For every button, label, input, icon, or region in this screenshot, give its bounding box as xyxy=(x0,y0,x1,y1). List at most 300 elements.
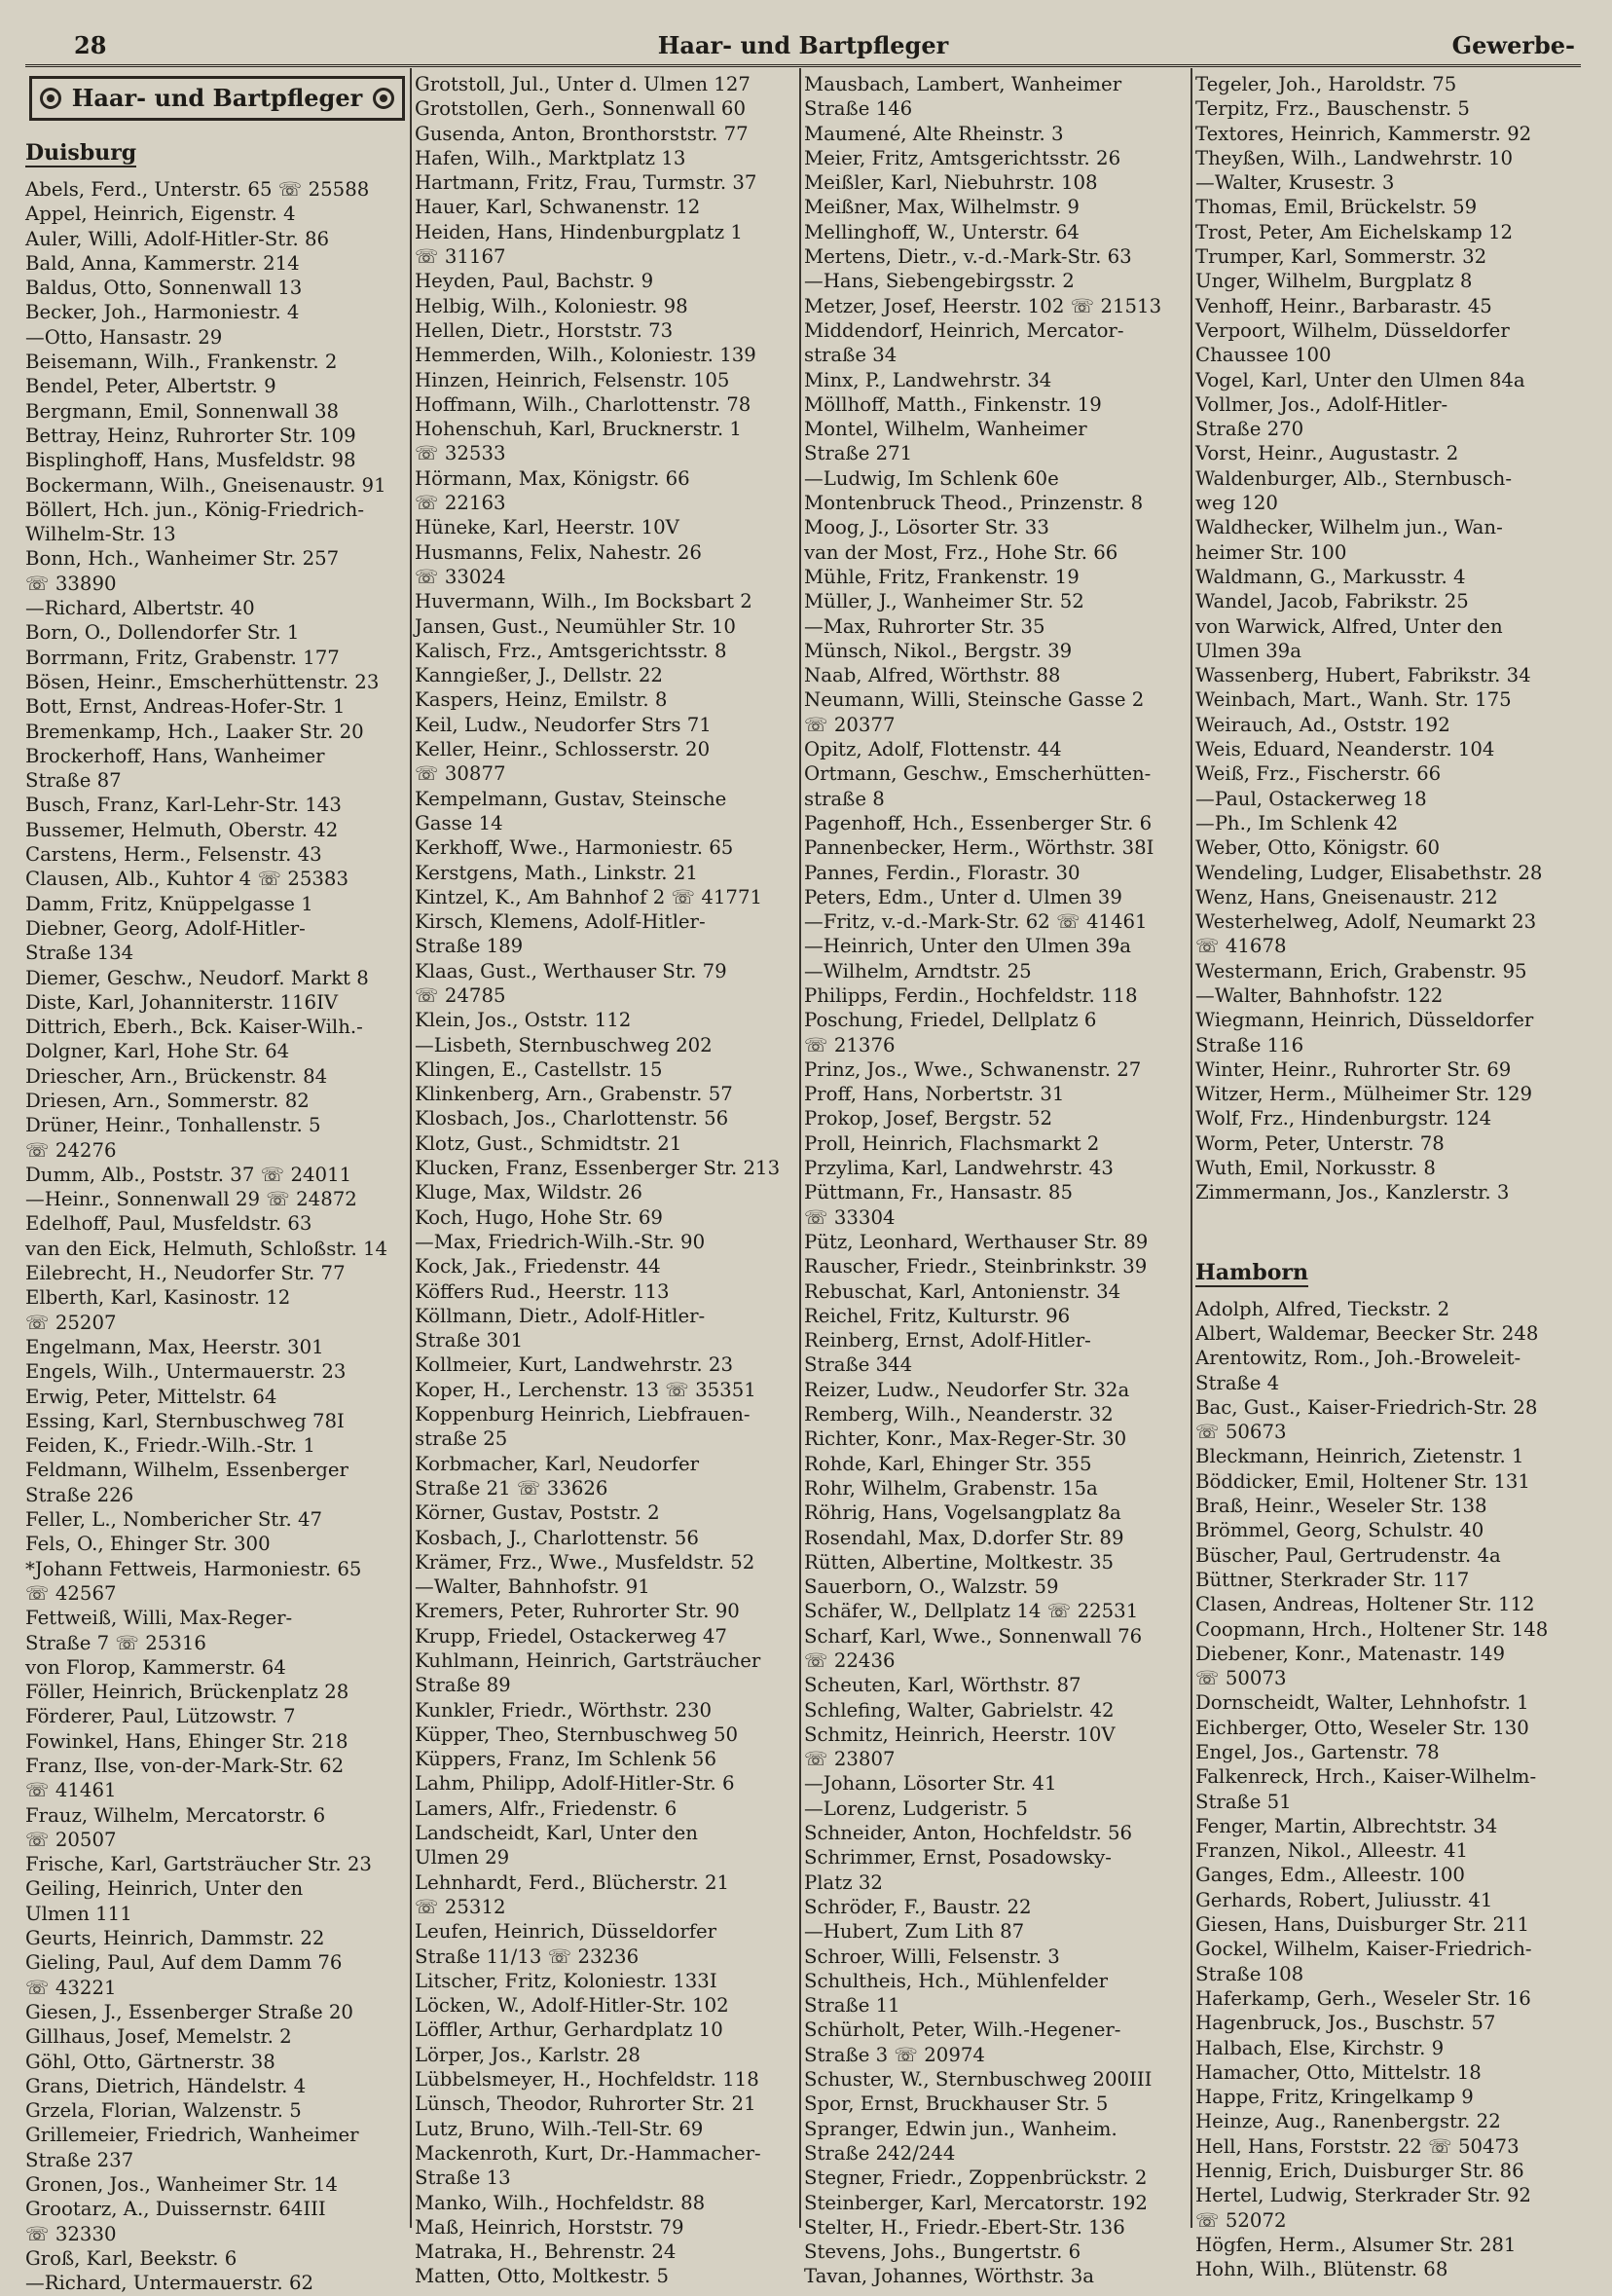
directory-entry: Lübbelsmeyer, H., Hochfeldstr. 118 xyxy=(415,2068,759,2092)
directory-entry: Straße 189 xyxy=(415,935,524,958)
column-1 xyxy=(25,72,409,2295)
directory-entry: Schrimmer, Ernst, Posadowsky- xyxy=(804,1846,1112,1870)
directory-entry: Meißner, Max, Wilhelmstr. 9 xyxy=(804,196,1080,219)
directory-entry: Reinberg, Ernst, Adolf-Hitler- xyxy=(804,1329,1091,1352)
directory-entry: Middendorf, Heinrich, Mercator- xyxy=(804,318,1124,342)
directory-entry: Westerhelweg, Adolf, Neumarkt 23 xyxy=(1195,910,1537,934)
directory-entry: Krämer, Frz., Wwe., Musfeldstr. 52 xyxy=(415,1550,755,1574)
directory-entry: Textores, Heinrich, Kammerstr. 92 xyxy=(1195,122,1532,145)
directory-entry: Straße 7 ☏ 25316 xyxy=(25,1631,206,1654)
directory-entry: Geurts, Heinrich, Dammstr. 22 xyxy=(25,1927,325,1950)
directory-entry: Trost, Peter, Am Eichelskamp 12 xyxy=(1195,220,1514,243)
directory-entry: —Max, Friedrich-Wilh.-Str. 90 xyxy=(415,1230,706,1253)
directory-entry: Elberth, Karl, Kasinostr. 12 xyxy=(25,1286,291,1310)
directory-entry: Groß, Karl, Beekstr. 6 xyxy=(25,2246,238,2270)
directory-entry: Schneider, Anton, Hochfeldstr. 56 xyxy=(804,1822,1133,1845)
directory-entry: Köffers Rud., Heerstr. 113 xyxy=(415,1279,670,1303)
directory-entry: Gronen, Jos., Wanheimer Str. 14 xyxy=(25,2173,338,2197)
directory-entry: Lörper, Jos., Karlstr. 28 xyxy=(415,2043,641,2066)
directory-entry: Steinberger, Karl, Mercatorstr. 192 xyxy=(804,2191,1148,2214)
directory-entry: Born, O., Dollendorfer Str. 1 xyxy=(25,621,300,645)
directory-entry: Carstens, Herm., Felsenstr. 43 xyxy=(25,843,322,867)
directory-entry: Straße 134 xyxy=(25,942,134,965)
directory-entry: Engel, Jos., Gartenstr. 78 xyxy=(1195,1741,1440,1763)
directory-entry: ☏ 41461 xyxy=(25,1779,117,1802)
directory-entry: Eichberger, Otto, Weseler Str. 130 xyxy=(1195,1716,1529,1739)
directory-entry: Meißler, Karl, Niebuhrstr. 108 xyxy=(804,171,1098,195)
directory-entry: Prinz, Jos., Wwe., Schwanenstr. 27 xyxy=(804,1057,1142,1081)
directory-entry: Püttmann, Fr., Hansastr. 85 xyxy=(804,1181,1073,1204)
directory-entry: Diemer, Geschw., Neudorf. Markt 8 xyxy=(25,966,369,989)
directory-entry: von Warwick, Alfred, Unter den xyxy=(1195,614,1503,638)
directory-entry: —Richard, Untermauerstr. 62 xyxy=(25,2272,314,2295)
directory-entry: Richter, Konr., Max-Reger-Str. 30 xyxy=(804,1427,1127,1451)
directory-entry: Meier, Fritz, Amtsgerichtsstr. 26 xyxy=(804,146,1121,169)
directory-entry: Koppenburg Heinrich, Liebfrauen- xyxy=(415,1403,751,1426)
directory-entry: Naab, Alfred, Wörthstr. 88 xyxy=(804,664,1061,687)
directory-entry: Grans, Dietrich, Händelstr. 4 xyxy=(25,2074,307,2097)
directory-entry: Winter, Heinr., Ruhrorter Str. 69 xyxy=(1195,1057,1512,1081)
directory-entry: Ulmen 29 xyxy=(415,1846,510,1870)
directory-entry: Proll, Heinrich, Flachsmarkt 2 xyxy=(804,1131,1100,1155)
directory-entry: Kluge, Max, Wildstr. 26 xyxy=(415,1181,642,1204)
directory-entry: Rohde, Karl, Ehinger Str. 355 xyxy=(804,1452,1092,1475)
directory-entry: Kempelmann, Gustav, Steinsche xyxy=(415,787,727,810)
directory-entry: Matten, Otto, Moltkestr. 5 xyxy=(415,2265,670,2288)
directory-entry: Bac, Gust., Kaiser-Friedrich-Str. 28 xyxy=(1195,1395,1538,1419)
directory-entry: Böddicker, Emil, Holtener Str. 131 xyxy=(1195,1469,1530,1493)
directory-entry: Kerkhoff, Wwe., Harmoniestr. 65 xyxy=(415,836,734,860)
directory-entry: Klein, Jos., Oststr. 112 xyxy=(415,1009,632,1032)
directory-entry: —Walter, Bahnhofstr. 91 xyxy=(415,1575,650,1599)
directory-entry: Krupp, Friedel, Ostackerweg 47 xyxy=(415,1624,727,1648)
directory-entry: Stegner, Friedr., Zoppenbrückstr. 2 xyxy=(804,2166,1148,2190)
directory-entry: Klingen, E., Castellstr. 15 xyxy=(415,1057,663,1081)
column-divider xyxy=(410,68,412,2228)
directory-entry: Högfen, Herm., Alsumer Str. 281 xyxy=(1195,2233,1517,2256)
directory-entry: Hüneke, Karl, Heerstr. 10V xyxy=(415,516,679,539)
page-number: 28 xyxy=(74,31,107,59)
directory-entry: Stevens, Johs., Bungertstr. 6 xyxy=(804,2240,1081,2264)
directory-entry: van den Eick, Helmuth, Schloßstr. 14 xyxy=(25,1237,388,1260)
directory-entry: Abels, Ferd., Unterstr. 65 ☏ 25588 xyxy=(25,178,370,201)
directory-entry: Förderer, Paul, Lützowstr. 7 xyxy=(25,1705,296,1728)
entry-list xyxy=(1195,1297,1579,2282)
directory-entry: Worm, Peter, Unterstr. 78 xyxy=(1195,1131,1445,1155)
directory-entry: Waldmann, G., Markusstr. 4 xyxy=(1195,565,1466,588)
directory-entry: van der Most, Frz., Hohe Str. 66 xyxy=(804,540,1118,564)
directory-entry: Hertel, Ludwig, Sterkrader Str. 92 xyxy=(1195,2184,1531,2207)
directory-entry: ☏ 20377 xyxy=(804,713,896,736)
directory-entry: Schäfer, W., Dellplatz 14 ☏ 22531 xyxy=(804,1600,1139,1623)
directory-entry: Rauscher, Friedr., Steinbrinkstr. 39 xyxy=(804,1255,1148,1278)
entry-list xyxy=(804,72,1188,2289)
directory-entry: Mausbach, Lambert, Wanheimer xyxy=(804,73,1122,95)
directory-entry: —Max, Ruhrorter Str. 35 xyxy=(804,614,1045,638)
directory-entry: Appel, Heinrich, Eigenstr. 4 xyxy=(25,203,296,226)
directory-entry: Baldus, Otto, Sonnenwall 13 xyxy=(25,277,303,300)
directory-entry: Haferkamp, Gerh., Weseler Str. 16 xyxy=(1195,1986,1531,2010)
directory-entry: Borrmann, Fritz, Grabenstr. 177 xyxy=(25,646,340,669)
directory-entry: Dittrich, Eberh., Bck. Kaiser-Wilh.- xyxy=(25,1016,363,1039)
directory-entry: —Walter, Bahnhofstr. 122 xyxy=(1195,983,1444,1007)
directory-entry: straße 25 xyxy=(415,1427,508,1451)
directory-entry: Stelter, H., Friedr.-Ebert-Str. 136 xyxy=(804,2215,1125,2239)
directory-entry: Straße 242/244 xyxy=(804,2141,956,2165)
directory-entry: ☏ 30877 xyxy=(415,762,506,786)
directory-entry: Ulmen 111 xyxy=(25,1902,132,1925)
directory-entry: ☏ 33304 xyxy=(804,1205,896,1229)
directory-entry: Tavan, Johannes, Wörthstr. 3a xyxy=(804,2265,1094,2288)
directory-entry: Röhrig, Hans, Vogelsangplatz 8a xyxy=(804,1501,1121,1525)
directory-entry: Reizer, Ludw., Neudorfer Str. 32a xyxy=(804,1378,1130,1401)
directory-entry: Litscher, Fritz, Koloniestr. 133I xyxy=(415,1969,717,1992)
directory-entry: Tegeler, Joh., Haroldstr. 75 xyxy=(1195,73,1457,95)
directory-entry: Köllmann, Dietr., Adolf-Hitler- xyxy=(415,1304,706,1327)
directory-entry: Metzer, Josef, Heerstr. 102 ☏ 21513 xyxy=(804,294,1162,317)
directory-entry: Becker, Joh., Harmoniestr. 4 xyxy=(25,301,300,324)
directory-entry: Bleckmann, Heinrich, Zietenstr. 1 xyxy=(1195,1445,1524,1468)
directory-entry: Straße 146 xyxy=(804,97,913,121)
directory-entry: Geiling, Heinrich, Unter den xyxy=(25,1877,304,1901)
directory-entry: Straße 13 xyxy=(415,2166,511,2190)
directory-entry: Diste, Karl, Johanniterstr. 116IV xyxy=(25,990,339,1014)
directory-entry: ☏ 25312 xyxy=(415,1895,506,1918)
column-divider xyxy=(1191,68,1192,2228)
directory-entry: Matraka, H., Behrenstr. 24 xyxy=(415,2240,677,2264)
directory-entry: Dumm, Alb., Poststr. 37 ☏ 24011 xyxy=(25,1163,352,1186)
directory-entry: ☏ 33024 xyxy=(415,565,506,588)
directory-entry: Büttner, Sterkrader Str. 117 xyxy=(1195,1568,1470,1591)
directory-entry: Gerhards, Robert, Juliusstr. 41 xyxy=(1195,1888,1493,1911)
directory-entry: Gusenda, Anton, Bronthorststr. 77 xyxy=(415,122,749,145)
directory-entry: Hellen, Dietr., Horststr. 73 xyxy=(415,318,674,342)
directory-entry: Gieling, Paul, Auf dem Damm 76 xyxy=(25,1951,343,1975)
directory-entry: ☏ 32330 xyxy=(25,2222,117,2245)
directory-entry: Frauz, Wilhelm, Mercatorstr. 6 xyxy=(25,1803,326,1827)
directory-entry: Wassenberg, Hubert, Fabrikstr. 34 xyxy=(1195,664,1531,687)
directory-entry: Wenz, Hans, Gneisenaustr. 212 xyxy=(1195,885,1498,908)
directory-entry: Lamers, Alfr., Friedenstr. 6 xyxy=(415,1796,678,1820)
directory-entry: Feldmann, Wilhelm, Essenberger xyxy=(25,1459,348,1482)
directory-entry: Straße 270 xyxy=(1195,418,1304,441)
directory-entry: ☏ 32533 xyxy=(415,442,506,465)
directory-entry: Busch, Franz, Karl-Lehr-Str. 143 xyxy=(25,794,342,817)
directory-entry: Philipps, Ferdin., Hochfeldstr. 118 xyxy=(804,983,1138,1007)
directory-entry: Hartmann, Fritz, Frau, Turmstr. 37 xyxy=(415,171,757,195)
directory-entry: ☏ 21376 xyxy=(804,1033,896,1056)
directory-entry: Gockel, Wilhelm, Kaiser-Friedrich- xyxy=(1195,1938,1532,1961)
directory-entry: ☏ 20507 xyxy=(25,1828,117,1851)
page-title: Haar- und Bartpfleger xyxy=(657,31,949,59)
directory-entry: Driescher, Arn., Brückenstr. 84 xyxy=(25,1064,328,1088)
directory-entry: Waldenburger, Alb., Sternbusch- xyxy=(1195,466,1512,490)
directory-entry: Waldhecker, Wilhelm jun., Wan- xyxy=(1195,516,1503,539)
directory-entry: Diebener, Konr., Matenastr. 149 xyxy=(1195,1642,1506,1665)
directory-entry: Körner, Gustav, Poststr. 2 xyxy=(415,1501,660,1525)
directory-entry: Hennig, Erich, Duisburger Str. 86 xyxy=(1195,2160,1524,2183)
directory-entry: Bisplinghoff, Hans, Musfeldstr. 98 xyxy=(25,449,356,472)
directory-entry: Hohn, Wilh., Blütenstr. 68 xyxy=(1195,2258,1448,2281)
directory-entry: Kremers, Peter, Ruhrorter Str. 90 xyxy=(415,1600,740,1623)
directory-entry: Kunkler, Friedr., Wörthstr. 230 xyxy=(415,1698,713,1722)
directory-entry: Landscheidt, Karl, Unter den xyxy=(415,1822,698,1845)
directory-entry: Hinzen, Heinrich, Felsenstr. 105 xyxy=(415,368,730,391)
directory-entry: Happe, Fritz, Kringelkamp 9 xyxy=(1195,2086,1474,2109)
directory-entry: Westermann, Erich, Grabenstr. 95 xyxy=(1195,959,1527,982)
directory-entry: Beisemann, Wilh., Frankenstr. 2 xyxy=(25,351,338,374)
directory-entry: Bergmann, Emil, Sonnenwall 38 xyxy=(25,399,340,423)
directory-entry: Edelhoff, Paul, Musfeldstr. 63 xyxy=(25,1212,312,1236)
directory-entry: Koch, Hugo, Hohe Str. 69 xyxy=(415,1205,663,1229)
directory-entry: Sauerborn, O., Walzstr. 59 xyxy=(804,1575,1059,1599)
entry-list xyxy=(415,72,798,2289)
directory-entry: Unger, Wilhelm, Burgplatz 8 xyxy=(1195,270,1473,293)
directory-entry: —Hubert, Zum Lith 87 xyxy=(804,1920,1025,1944)
directory-entry: Proff, Hans, Norbertstr. 31 xyxy=(804,1083,1065,1106)
directory-entry: Vorst, Heinr., Augustastr. 2 xyxy=(1195,442,1459,465)
directory-entry: Moog, J., Lösorter Str. 33 xyxy=(804,516,1049,539)
directory-entry: Hohenschuh, Karl, Brucknerstr. 1 xyxy=(415,418,742,441)
column-3 xyxy=(804,72,1188,2288)
directory-entry: Trumper, Karl, Sommerstr. 32 xyxy=(1195,245,1487,269)
directory-entry: Montenbruck Theod., Prinzenstr. 8 xyxy=(804,492,1144,515)
directory-entry: Kalisch, Frz., Amtsgerichtsstr. 8 xyxy=(415,639,727,662)
directory-entry: Föller, Heinrich, Brückenplatz 28 xyxy=(25,1681,349,1704)
directory-entry: —Fritz, v.-d.-Mark-Str. 62 ☏ 41461 xyxy=(804,910,1148,934)
directory-entry: Grotstoll, Jul., Unter d. Ulmen 127 xyxy=(415,73,751,95)
directory-entry: Schürholt, Peter, Wilh.-Hegener- xyxy=(804,2018,1121,2042)
directory-entry: Bott, Ernst, Andreas-Hofer-Str. 1 xyxy=(25,695,346,719)
directory-entry: Theyßen, Wilh., Landwehrstr. 10 xyxy=(1195,146,1514,169)
directory-entry: ☏ 42567 xyxy=(25,1581,117,1605)
directory-entry: —Lisbeth, Sternbuschweg 202 xyxy=(415,1033,713,1056)
directory-entry: Weinbach, Mart., Wanh. Str. 175 xyxy=(1195,688,1512,712)
directory-entry: Brockerhoff, Hans, Wanheimer xyxy=(25,744,325,767)
column-divider xyxy=(799,68,801,2228)
directory-entry: Scharf, Karl, Wwe., Sonnenwall 76 xyxy=(804,1624,1143,1648)
directory-entry: Lehnhardt, Ferd., Blücherstr. 21 xyxy=(415,1870,730,1894)
directory-entry: Rütten, Albertine, Moltkestr. 35 xyxy=(804,1550,1115,1574)
directory-entry: Korbmacher, Karl, Neudorfer xyxy=(415,1452,700,1475)
directory-entry: ☏ 33890 xyxy=(25,572,117,595)
directory-entry: Neumann, Willi, Steinsche Gasse 2 xyxy=(804,688,1145,712)
directory-entry: —Paul, Ostackerweg 18 xyxy=(1195,787,1427,810)
directory-entry: Verpoort, Wilhelm, Düsseldorfer xyxy=(1195,318,1510,342)
directory-entry: Prokop, Josef, Bergstr. 52 xyxy=(804,1107,1052,1130)
directory-entry: Mertens, Dietr., v.-d.-Mark-Str. 63 xyxy=(804,245,1132,269)
directory-entry: Pannes, Ferdin., Florastr. 30 xyxy=(804,861,1081,884)
directory-entry: ☏ 22163 xyxy=(415,492,506,515)
directory-entry: Hamacher, Otto, Mittelstr. 18 xyxy=(1195,2060,1482,2084)
directory-entry: Wuth, Emil, Norkusstr. 8 xyxy=(1195,1157,1436,1180)
directory-entry: *Johann Fettweis, Harmoniestr. 65 xyxy=(25,1557,362,1580)
directory-entry: Thomas, Emil, Brückelstr. 59 xyxy=(1195,196,1478,219)
page-category: Gewerbe- xyxy=(1451,31,1575,59)
directory-entry: Küppers, Franz, Im Schlenk 56 xyxy=(415,1748,716,1771)
directory-entry: Feiden, K., Friedr.-Wilh.-Str. 1 xyxy=(25,1434,315,1458)
directory-entry: Heinze, Aug., Ranenbergstr. 22 xyxy=(1195,2110,1501,2133)
directory-entry: Lünsch, Theodor, Ruhrorter Str. 21 xyxy=(415,2092,756,2116)
directory-entry: Brömmel, Georg, Schulstr. 40 xyxy=(1195,1519,1484,1542)
directory-entry: Przylima, Karl, Landwehrstr. 43 xyxy=(804,1157,1114,1180)
directory-entry: —Hans, Siebengebirgsstr. 2 xyxy=(804,270,1075,293)
directory-entry: Straße 108 xyxy=(1195,1962,1304,1985)
directory-entry: Auler, Willi, Adolf-Hitler-Str. 86 xyxy=(25,227,330,250)
directory-entry: Keller, Heinr., Schlosserstr. 20 xyxy=(415,738,711,761)
directory-entry: Wilhelm-Str. 13 xyxy=(25,523,176,546)
directory-entry: Vollmer, Jos., Adolf-Hitler- xyxy=(1195,392,1448,416)
directory-entry: Hauer, Karl, Schwanenstr. 12 xyxy=(415,196,701,219)
directory-entry: Gasse 14 xyxy=(415,811,503,834)
directory-entry: Diebner, Georg, Adolf-Hitler- xyxy=(25,916,306,940)
directory-entry: Platz 32 xyxy=(804,1870,883,1894)
directory-entry: Hoffmann, Wilh., Charlottenstr. 78 xyxy=(415,392,751,416)
directory-entry: Franzen, Nikol., Alleestr. 41 xyxy=(1195,1839,1469,1863)
directory-entry: Bettray, Heinz, Ruhrorter Str. 109 xyxy=(25,424,356,447)
directory-entry: Fettweiß, Willi, Max-Reger- xyxy=(25,1607,293,1630)
directory-entry: Straße 271 xyxy=(804,442,913,465)
directory-entry: Grillemeier, Friedrich, Wanheimer xyxy=(25,2124,359,2147)
directory-entry: —Lorenz, Ludgeristr. 5 xyxy=(804,1796,1028,1820)
directory-entry: Montel, Wilhelm, Wanheimer xyxy=(804,418,1087,441)
directory-entry: Kollmeier, Kurt, Landwehrstr. 23 xyxy=(415,1353,733,1377)
directory-entry: Weiß, Frz., Fischerstr. 66 xyxy=(1195,762,1442,786)
directory-entry: Heyden, Paul, Bachstr. 9 xyxy=(415,270,654,293)
directory-entry: Fowinkel, Hans, Ehinger Str. 218 xyxy=(25,1729,348,1753)
city-heading-hamborn: Hamborn xyxy=(1195,1259,1308,1285)
directory-entry: Drüner, Heinr., Tonhallenstr. 5 xyxy=(25,1114,321,1137)
directory-entry: ☏ 50673 xyxy=(1195,1421,1287,1444)
directory-entry: Bremenkamp, Hch., Laaker Str. 20 xyxy=(25,720,364,743)
directory-entry: —Heinr., Sonnenwall 29 ☏ 24872 xyxy=(25,1188,357,1211)
directory-entry: Weber, Otto, Königstr. 60 xyxy=(1195,836,1441,860)
directory-entry: Manko, Wilh., Hochfeldstr. 88 xyxy=(415,2191,706,2214)
directory-entry: Ulmen 39a xyxy=(1195,639,1301,662)
directory-entry: Lutz, Bruno, Wilh.-Tell-Str. 69 xyxy=(415,2117,704,2140)
directory-entry: straße 8 xyxy=(804,787,885,810)
directory-entry: Hagenbruck, Jos., Buschstr. 57 xyxy=(1195,2012,1496,2035)
directory-entry: Löcken, W., Adolf-Hitler-Str. 102 xyxy=(415,1994,729,2018)
directory-entry: Bendel, Peter, Albertstr. 9 xyxy=(25,375,276,398)
directory-entry: Klucken, Franz, Essenberger Str. 213 xyxy=(415,1157,781,1180)
directory-entry: Grzela, Florian, Walzenstr. 5 xyxy=(25,2099,302,2123)
directory-entry: Straße 344 xyxy=(804,1353,913,1377)
directory-entry: Giesen, J., Essenberger Straße 20 xyxy=(25,2000,353,2023)
city-heading-duisburg: Duisburg xyxy=(25,140,137,166)
directory-entry: Frische, Karl, Gartsträucher Str. 23 xyxy=(25,1853,372,1876)
directory-entry: Kaspers, Heinz, Emilstr. 8 xyxy=(415,688,668,712)
directory-entry: Engels, Wilh., Untermauerstr. 23 xyxy=(25,1360,347,1384)
directory-entry: Straße 87 xyxy=(25,769,122,793)
directory-entry: Dornscheidt, Walter, Lehnhofstr. 1 xyxy=(1195,1691,1529,1715)
directory-entry: Münsch, Nikol., Bergstr. 39 xyxy=(804,639,1073,662)
directory-entry: Mühle, Fritz, Frankenstr. 19 xyxy=(804,565,1080,588)
bullet-icon xyxy=(40,88,61,109)
directory-entry: Albert, Waldemar, Beecker Str. 248 xyxy=(1195,1321,1539,1345)
directory-entry: Ganges, Edm., Alleestr. 100 xyxy=(1195,1864,1465,1887)
directory-entry: ☏ 22436 xyxy=(804,1649,896,1672)
directory-entry: Fenger, Martin, Albrechtstr. 34 xyxy=(1195,1814,1498,1837)
directory-entry: Klosbach, Jos., Charlottenstr. 56 xyxy=(415,1107,729,1130)
directory-entry: Rohr, Wilhelm, Grabenstr. 15a xyxy=(804,1476,1098,1500)
directory-entry: Erwig, Peter, Mittelstr. 64 xyxy=(25,1385,277,1408)
directory-entry: Mackenroth, Kurt, Dr.-Hammacher- xyxy=(415,2141,761,2165)
directory-entry: Maumené, Alte Rheinstr. 3 xyxy=(804,122,1064,145)
directory-entry: Bussemer, Helmuth, Oberstr. 42 xyxy=(25,818,339,841)
directory-entry: Straße 51 xyxy=(1195,1790,1292,1813)
directory-entry: Hell, Hans, Forststr. 22 ☏ 50473 xyxy=(1195,2134,1520,2158)
directory-entry: Schröder, F., Baustr. 22 xyxy=(804,1895,1032,1918)
bullet-icon xyxy=(373,88,394,109)
directory-entry: Wendeling, Ludger, Elisabethstr. 28 xyxy=(1195,861,1543,884)
directory-entry: Rebuschat, Karl, Antonienstr. 34 xyxy=(804,1279,1121,1303)
directory-entry: Weis, Eduard, Neanderstr. 104 xyxy=(1195,738,1495,761)
directory-entry: Kanngießer, J., Dellstr. 22 xyxy=(415,664,663,687)
directory-entry: Straße 21 ☏ 33626 xyxy=(415,1476,608,1500)
directory-entry: ☏ 24785 xyxy=(415,983,506,1007)
directory-entry: Giesen, Hans, Duisburger Str. 211 xyxy=(1195,1913,1530,1937)
directory-entry: ☏ 41678 xyxy=(1195,935,1287,958)
directory-entry: —Wilhelm, Arndtstr. 25 xyxy=(804,959,1032,982)
directory-entry: Schmitz, Heinrich, Heerstr. 10V xyxy=(804,1722,1116,1746)
directory-entry: Reichel, Fritz, Kulturstr. 96 xyxy=(804,1304,1071,1327)
directory-entry: Ortmann, Geschw., Emscherhütten- xyxy=(804,762,1152,786)
directory-entry: —Heinrich, Unter den Ulmen 39a xyxy=(804,935,1132,958)
section-title: Haar- und Bartpfleger xyxy=(71,84,363,112)
directory-entry: Straße 116 xyxy=(1195,1033,1304,1056)
directory-entry: Mellinghoff, W., Unterstr. 64 xyxy=(804,220,1080,243)
directory-entry: Clasen, Andreas, Holtener Str. 112 xyxy=(1195,1593,1535,1616)
directory-entry: Spor, Ernst, Bruckhauser Str. 5 xyxy=(804,2092,1109,2116)
directory-entry: Halbach, Else, Kirchstr. 9 xyxy=(1195,2036,1445,2059)
directory-entry: Helbig, Wilh., Koloniestr. 98 xyxy=(415,294,688,317)
directory-entry: Leufen, Heinrich, Düsseldorfer xyxy=(415,1920,717,1944)
directory-entry: Husmanns, Felix, Nahestr. 26 xyxy=(415,540,702,564)
directory-entry: Straße 226 xyxy=(25,1483,134,1506)
entry-list xyxy=(1195,72,1579,1205)
directory-entry: Bockermann, Wilh., Gneisenaustr. 91 xyxy=(25,473,386,497)
directory-entry: Bald, Anna, Kammerstr. 214 xyxy=(25,251,300,275)
directory-entry: —Johann, Lösorter Str. 41 xyxy=(804,1772,1057,1796)
directory-entry: von Florop, Kammerstr. 64 xyxy=(25,1655,286,1679)
column-2 xyxy=(415,72,798,2288)
directory-entry: weg 120 xyxy=(1195,492,1278,515)
directory-entry: Koper, H., Lerchenstr. 13 ☏ 35351 xyxy=(415,1378,756,1401)
column-4 xyxy=(1195,72,1579,2281)
directory-entry: ☏ 50073 xyxy=(1195,1667,1287,1690)
directory-entry: Hörmann, Max, Königstr. 66 xyxy=(415,466,690,490)
directory-entry: Kuhlmann, Heinrich, Gartsträucher xyxy=(415,1649,761,1672)
directory-entry: Schultheis, Hch., Mühlenfelder xyxy=(804,1969,1109,1992)
directory-entry: Pagenhoff, Hch., Essenberger Str. 6 xyxy=(804,811,1153,834)
directory-entry: Klinkenberg, Arn., Grabenstr. 57 xyxy=(415,1083,733,1106)
directory-entry: —Richard, Albertstr. 40 xyxy=(25,597,255,620)
directory-entry: Franz, Ilse, von-der-Mark-Str. 62 xyxy=(25,1755,345,1777)
directory-entry: Wandel, Jacob, Fabrikstr. 25 xyxy=(1195,590,1469,613)
directory-entry: Huvermann, Wilh., Im Bocksbart 2 xyxy=(415,590,752,613)
page-header xyxy=(25,27,1581,67)
directory-entry: Rosendahl, Max, D.dorfer Str. 89 xyxy=(804,1526,1124,1549)
directory-entry: —Ludwig, Im Schlenk 60e xyxy=(804,466,1059,490)
directory-entry: —Ph., Im Schlenk 42 xyxy=(1195,811,1399,834)
directory-entry: Pütz, Leonhard, Werthauser Str. 89 xyxy=(804,1230,1149,1253)
directory-entry: Spranger, Edwin jun., Wanheim. xyxy=(804,2117,1117,2140)
directory-entry: Coopmann, Hrch., Holtener Str. 148 xyxy=(1195,1617,1549,1641)
directory-entry: Hafen, Wilh., Marktplatz 13 xyxy=(415,146,686,169)
directory-entry: Clausen, Alb., Kuhtor 4 ☏ 25383 xyxy=(25,868,348,891)
directory-entry: Pannenbecker, Herm., Wörthstr. 38I xyxy=(804,836,1154,860)
